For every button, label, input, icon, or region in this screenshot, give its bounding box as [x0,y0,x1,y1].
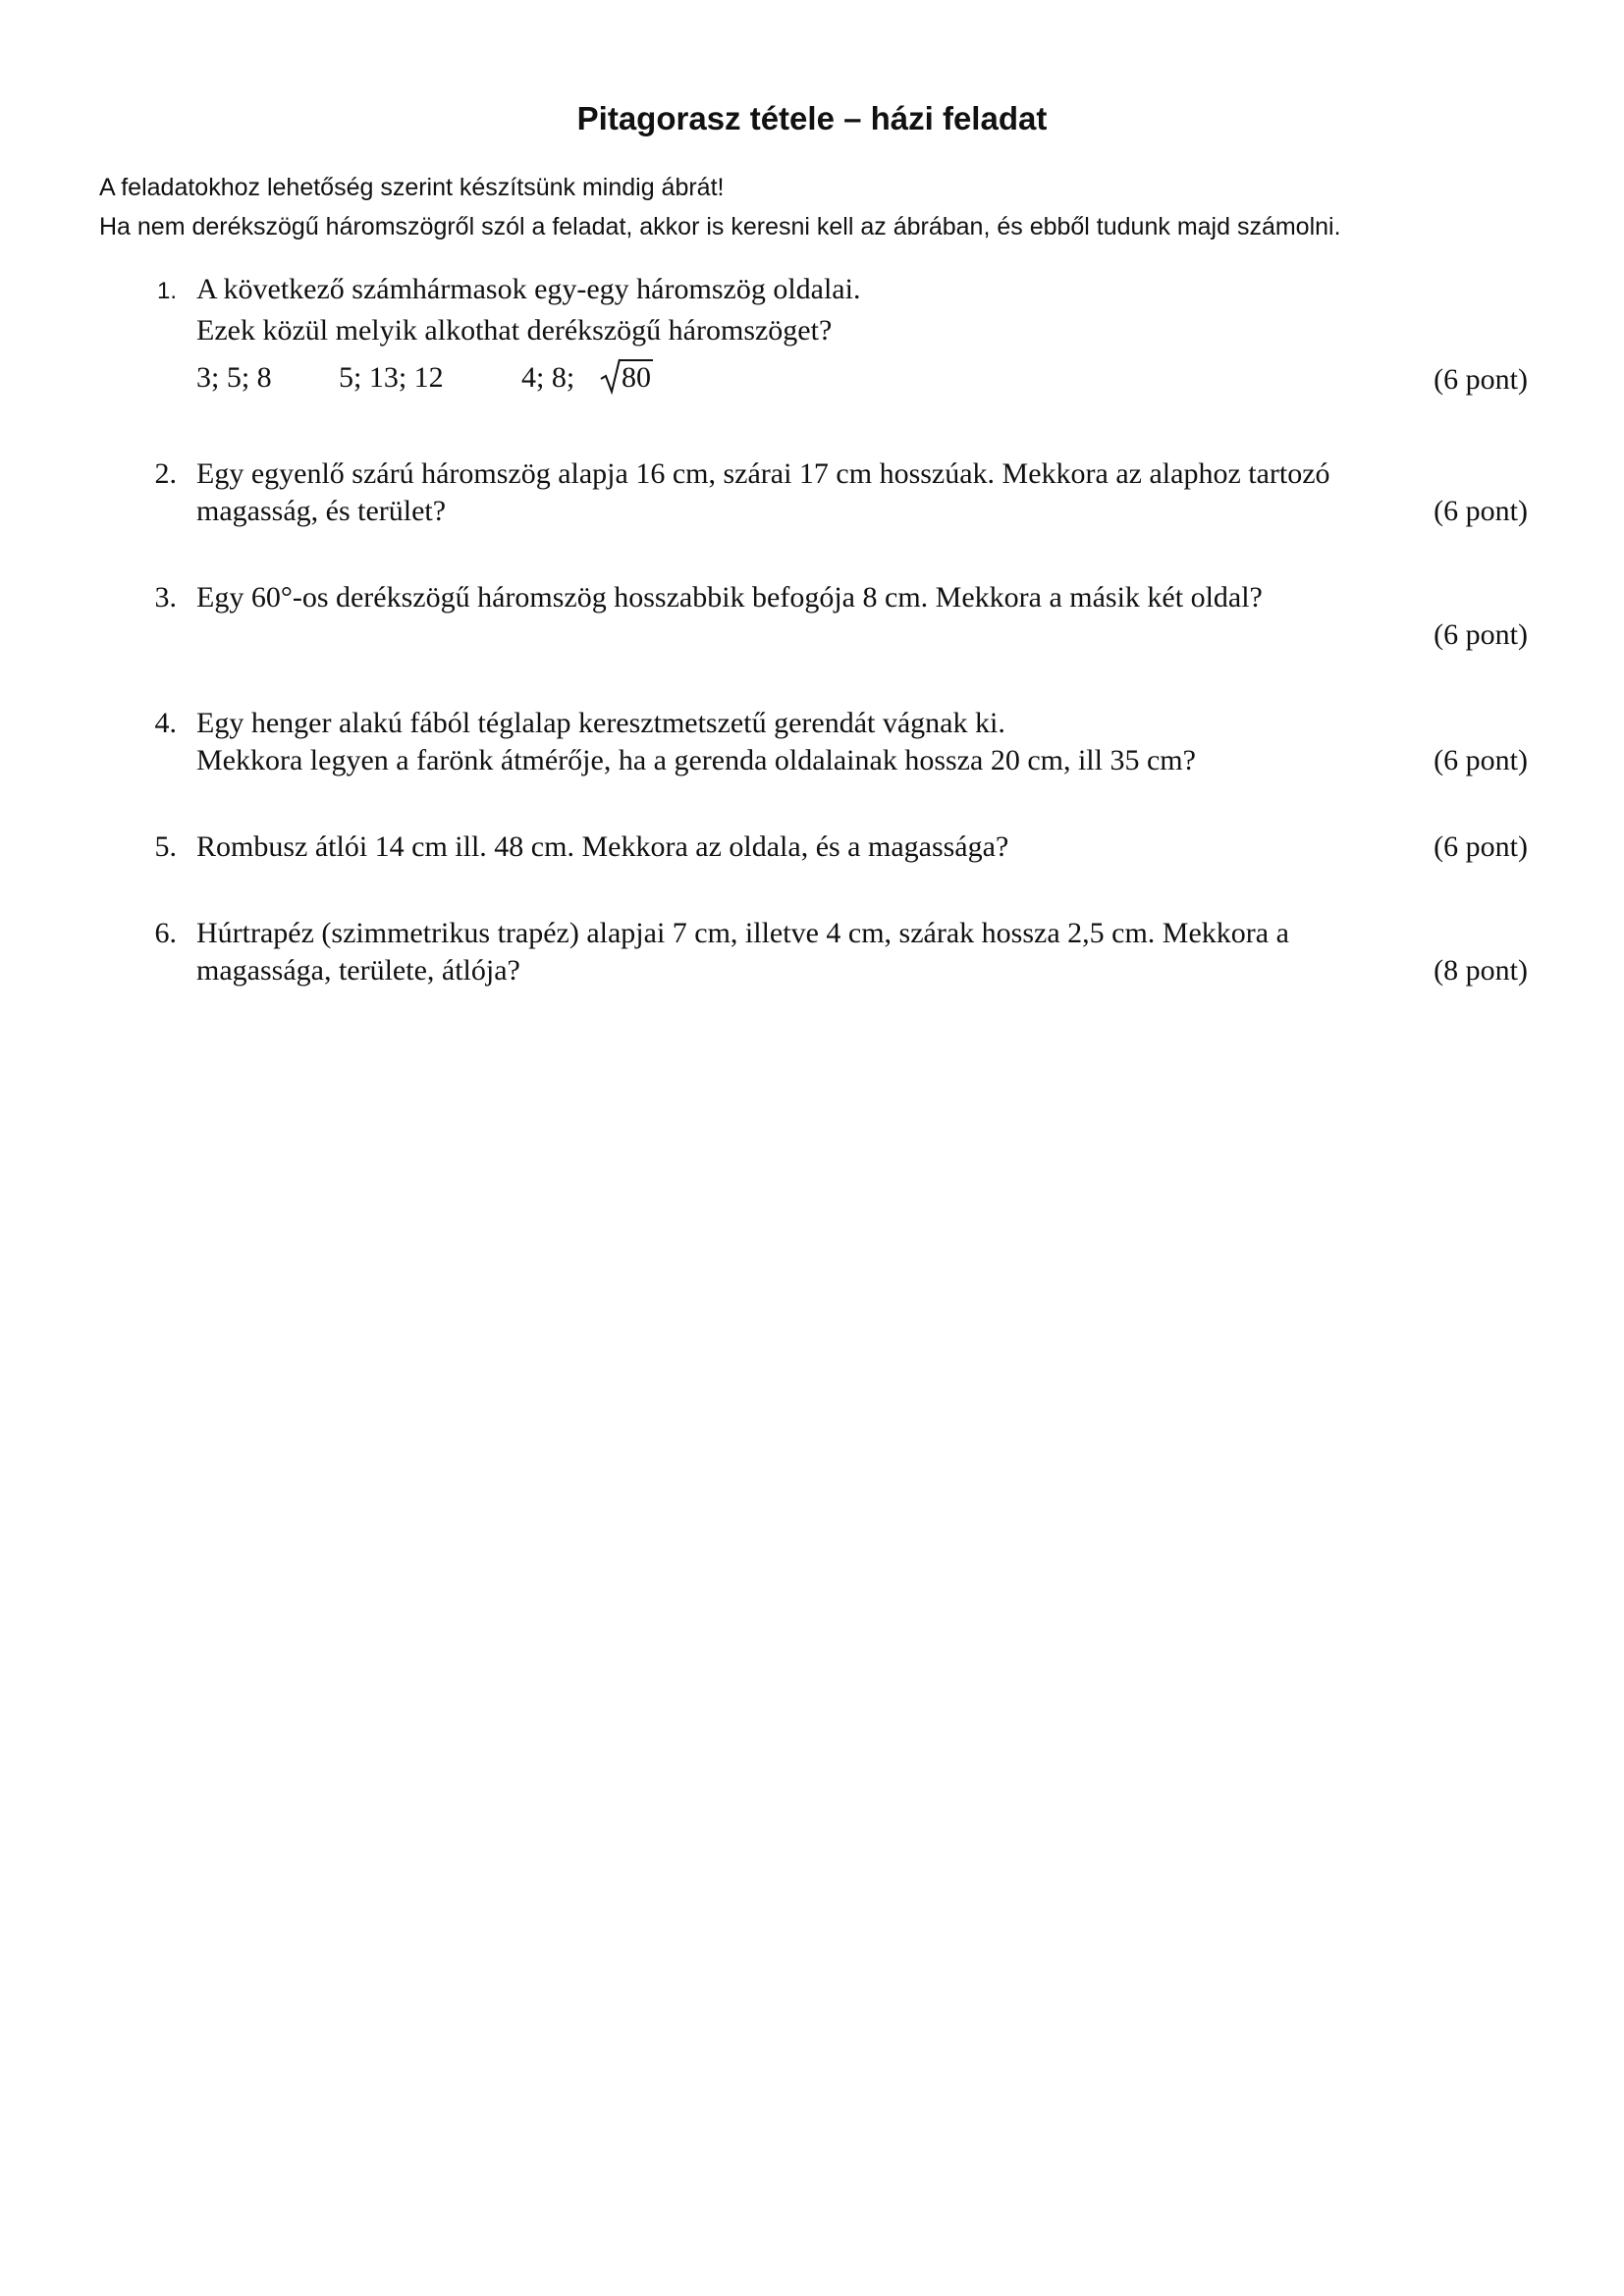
exercise-number: 2. [154,457,177,490]
triple: 3; 5; 8 [196,361,272,394]
intro-line: A feladatokhoz lehetőség szerint készítsünk mindig ábrát! [99,174,725,201]
exercise-text: Egy 60°-os derékszögű háromszög hosszabbik befogója 8 cm. Mekkora a másik két oldal? [196,581,1263,614]
triple: 5; 13; 12 [339,361,444,394]
exercise-text: Egy egyenlő szárú háromszög alapja 16 cm, szárai 17 cm hosszúak. Mekkora az alaphoz tartozó [196,457,1330,490]
sqrt-radicand: 80 [622,361,651,394]
points: (6 pont) [1434,495,1528,527]
exercise-text: Ezek közül melyik alkothat derékszögű háromszöget? [196,314,833,347]
exercise-text: Mekkora legyen a farönk átmérője, ha a gerenda oldalainak hossza 20 cm, ill 35 cm? [196,744,1196,776]
exercise-number: 3. [154,581,177,614]
exercise-text: A következő számhármasok egy-egy háromszög oldalai. [196,273,861,305]
intro-line: Ha nem derékszögű háromszögről szól a feladat, akkor is keresni kell az ábrában, és ebből tudunk majd számolni. [99,213,1341,240]
exercise-number: 5. [154,830,177,863]
points: (6 pont) [1434,744,1528,776]
exercise-text: magasság, és terület? [196,495,447,527]
points: (6 pont) [1434,618,1528,651]
square-root [600,361,653,395]
sqrt-sign-icon [600,357,622,395]
exercise-text: magassága, területe, átlója? [196,954,520,987]
triple: 4; 8; [521,361,575,394]
number-triples [196,361,653,395]
points: (6 pont) [1434,363,1528,396]
exercise-number: 4. [154,707,177,739]
points: (8 pont) [1434,954,1528,987]
exercise-text: Egy henger alakú fából téglalap keresztmetszetű gerendát vágnak ki. [196,707,1005,739]
page-title: Pitagorasz tétele – házi feladat [576,100,1048,136]
points: (6 pont) [1434,830,1528,863]
exercise-number: 6. [154,917,177,949]
exercise-text: Húrtrapéz (szimmetrikus trapéz) alapjai 7 cm, illetve 4 cm, szárak hossza 2,5 cm. Mekkora a [196,917,1289,949]
exercise-number: 1. [156,278,177,304]
exercise-text: Rombusz átlói 14 cm ill. 48 cm. Mekkora az oldala, és a magassága? [196,830,1009,863]
